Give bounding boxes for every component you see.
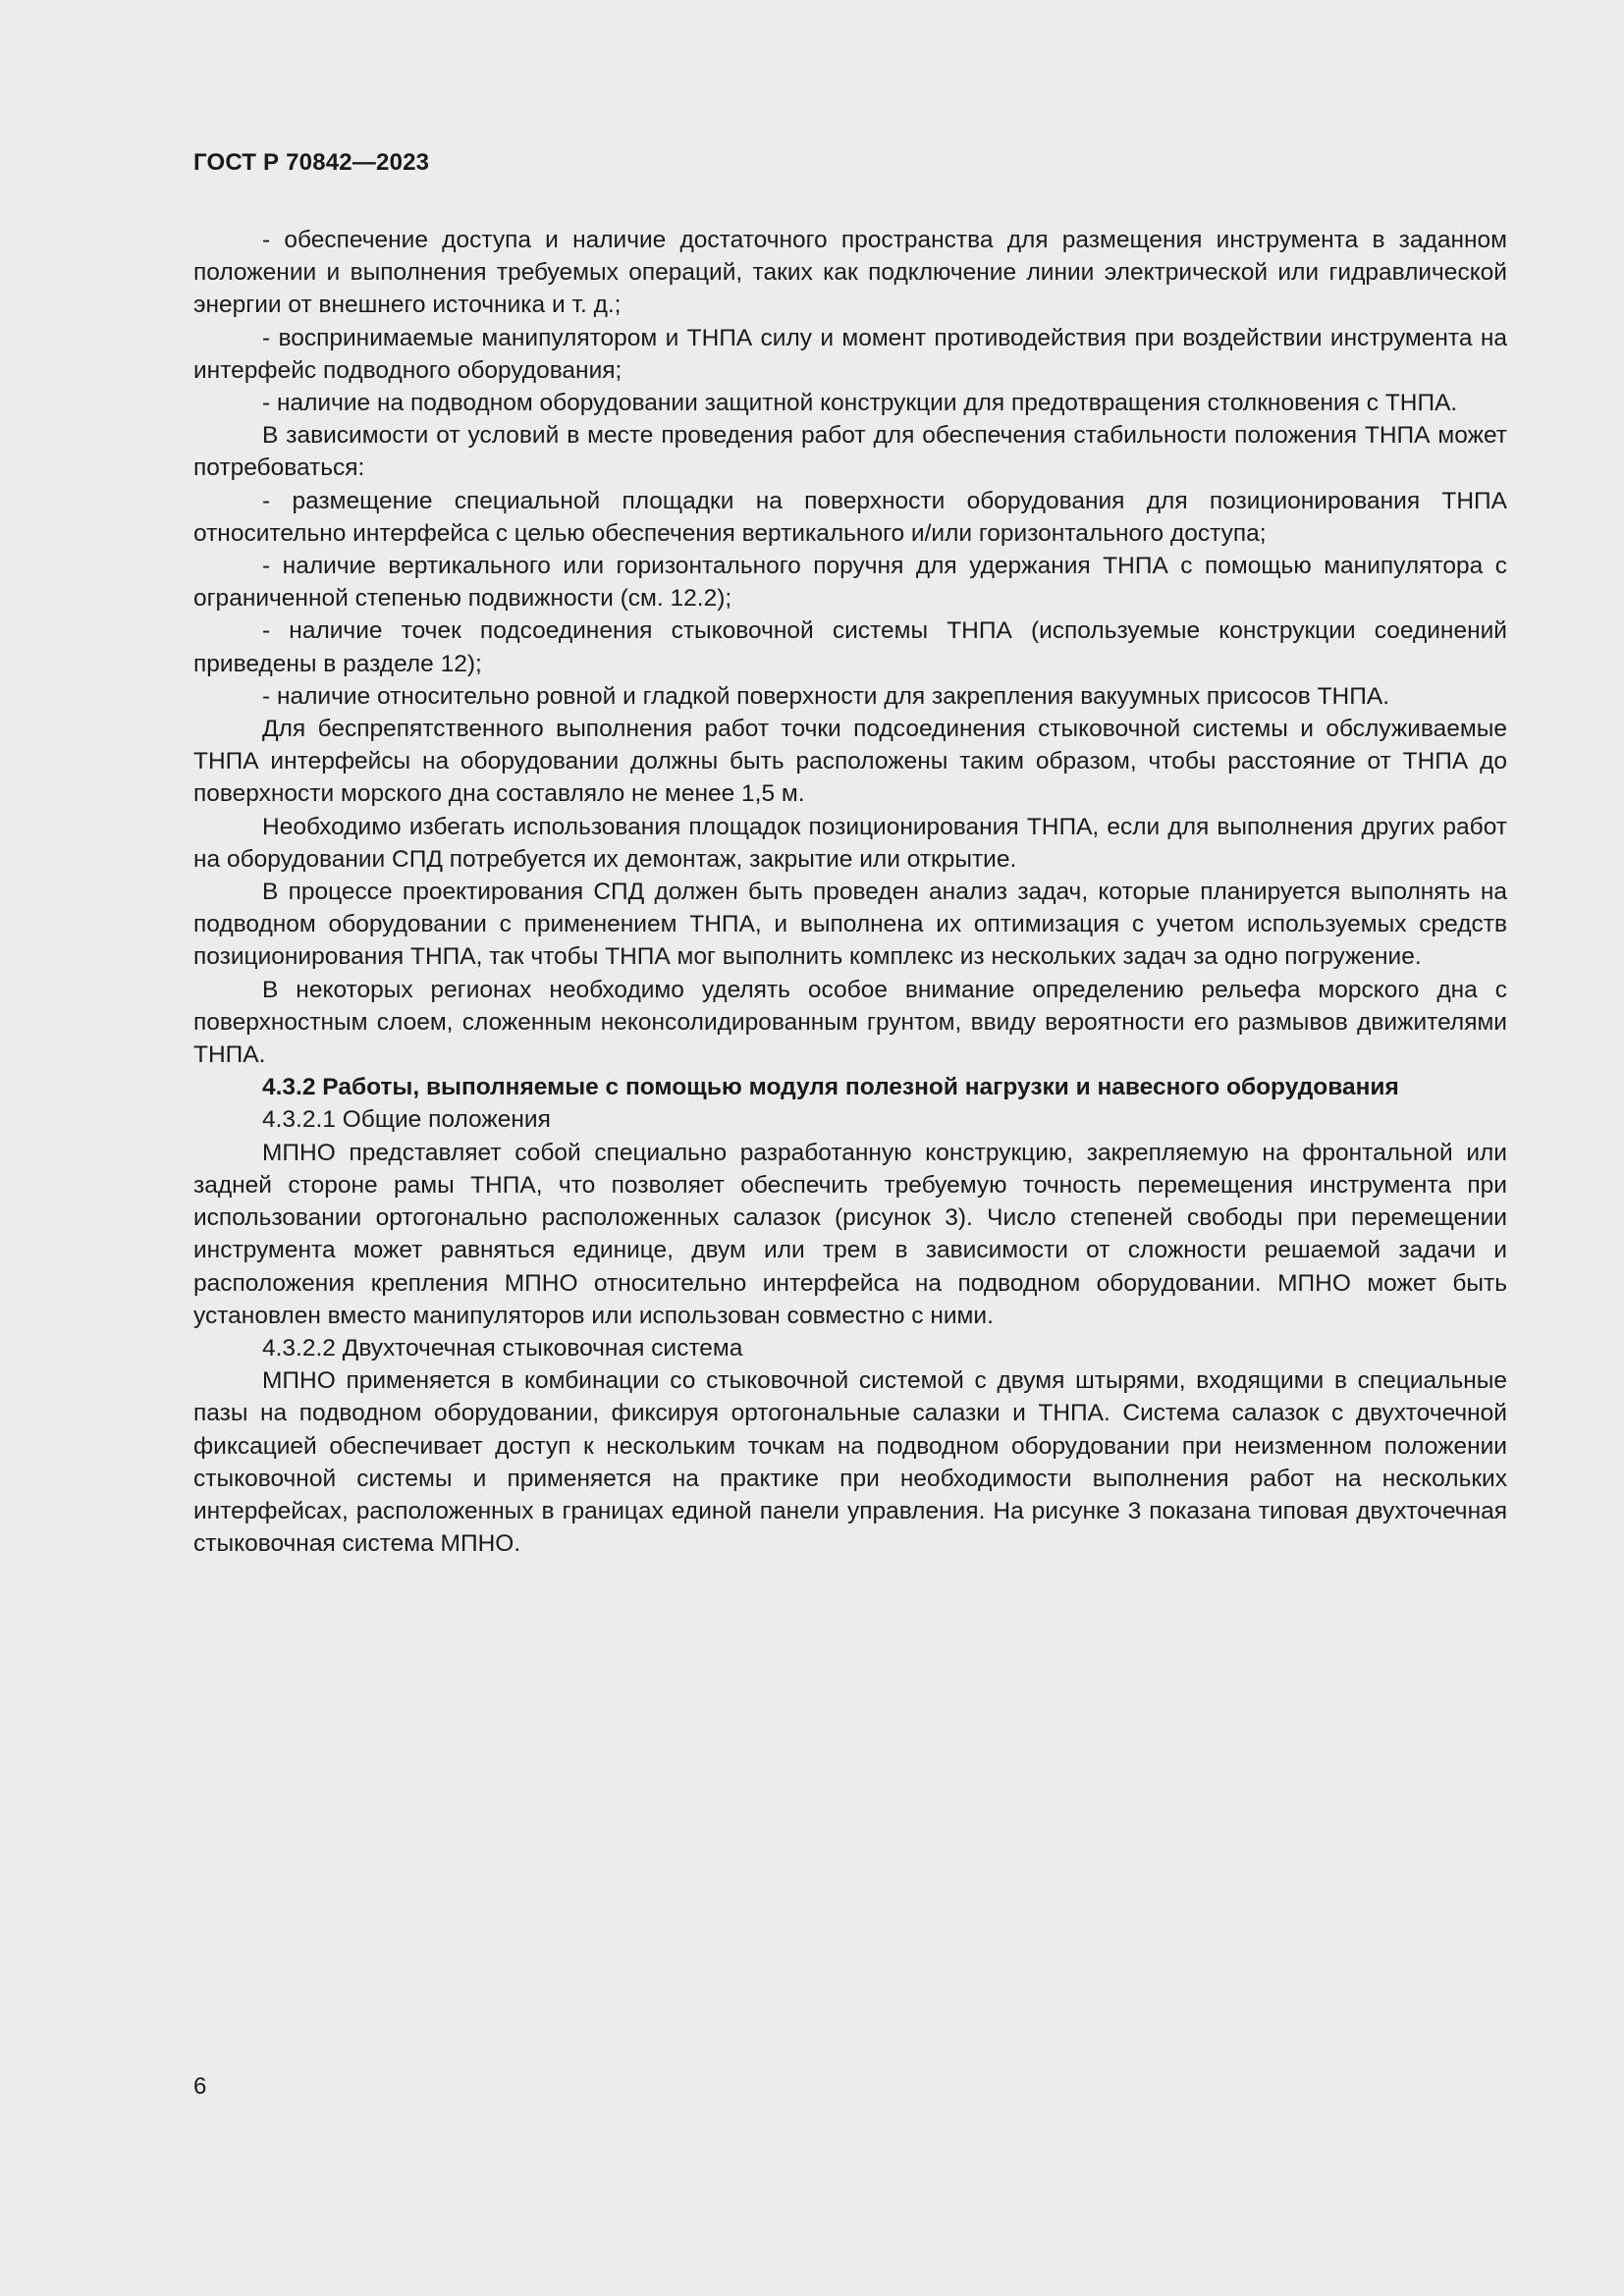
- section-heading: 4.3.2 Работы, выполняемые с помощью модуля полезной нагрузки и навесного оборудования: [262, 1074, 1399, 1101]
- document-body: [193, 224, 1507, 1560]
- paragraph: Для беспрепятственного выполнения работ точки подсоединения стыковочной системы и обслуживаемые ТНПА интерфейсы на оборудовании должны быть расположены таким образом, чтобы расстояние от ТНПА до поверхности морского дна составляло не менее 1,5 м.: [193, 716, 1507, 808]
- subsection-heading: 4.3.2.1 Общие положения: [262, 1106, 551, 1134]
- paragraph: - воспринимаемые манипулятором и ТНПА силу и момент противодействия при воздействии инструмента на интерфейс подводного оборудования;: [193, 324, 1507, 384]
- paragraph: В некоторых регионах необходимо уделять особое внимание определению рельефа морского дна с поверхностным слоем, сложенным неконсолидированным грунтом, ввиду вероятности его размывов движителями ТНПА.: [193, 976, 1507, 1069]
- paragraph: МПНО применяется в комбинации со стыковочной системой с двумя штырями, входящими в специальные пазы на подводном оборудовании, фиксируя ортогональные салазки и ТНПА. Система салазок с двухточечной фиксацией обеспечивает доступ к нескольким точкам на подводном оборудовании при неизменном положении стыковочной системы и применяется на практике при необходимости выполнения работ на нескольких интерфейсах, расположенных в границах единой панели управления. На рисунке 3 показана типовая двухточечная стыковочная система МПНО.: [193, 1367, 1507, 1558]
- paragraph: - размещение специальной площадки на поверхности оборудования для позиционирования ТНПА относительно интерфейса с целью обеспечения вертикального и/или горизонтального доступа;: [193, 487, 1507, 547]
- paragraph: Необходимо избегать использования площадок позиционирования ТНПА, если для выполнения других работ на оборудовании СПД потребуется их демонтаж, закрытие или открытие.: [193, 813, 1507, 873]
- paragraph: МПНО представляет собой специально разработанную конструкцию, закрепляемую на фронтальной или задней стороне рамы ТНПА, что позволяет обеспечить требуемую точность перемещения инструмента при использовании ортогонально расположенных салазок (рисунок 3). Число степеней свободы при перемещении инструмента может равняться единице, двум или трем в зависимости от сложности решаемой задачи и расположения крепления МПНО относительно интерфейса на подводном оборудовании. МПНО может быть установлен вместо манипуляторов или использован совместно с ними.: [193, 1139, 1507, 1329]
- paragraph: В зависимости от условий в месте проведения работ для обеспечения стабильности положения ТНПА может потребоваться:: [193, 422, 1507, 482]
- paragraph: - наличие точек подсоединения стыковочной системы ТНПА (используемые конструкции соединений приведены в разделе 12);: [193, 617, 1507, 677]
- paragraph: В процессе проектирования СПД должен быть проведен анализ задач, которые планируется выполнять на подводном оборудовании с применением ТНПА, и выполнена их оптимизация с учетом используемых средств позиционирования ТНПА, так чтобы ТНПА мог выполнить комплекс из нескольких задач за одно погружение.: [193, 879, 1507, 971]
- paragraph: - наличие вертикального или горизонтального поручня для удержания ТНПА с помощью манипулятора с ограниченной степенью подвижности (см. 12.2);: [193, 553, 1507, 613]
- paragraph: - наличие относительно ровной и гладкой поверхности для закрепления вакуумных присосов ТНПА.: [262, 682, 1389, 710]
- subsection-heading: 4.3.2.2 Двухточечная стыковочная система: [262, 1334, 743, 1362]
- paragraph: - наличие на подводном оборудовании защитной конструкции для предотвращения столкновения с ТНПА.: [262, 390, 1458, 417]
- page-number: 6: [193, 2073, 207, 2100]
- paragraph: - обеспечение доступа и наличие достаточного пространства для размещения инструмента в заданном положении и выполнения требуемых операций, таких как подключение линии электрической или гидравлической энергии от внешнего источника и т. д.;: [193, 227, 1507, 319]
- document-header: ГОСТ Р 70842—2023: [193, 149, 430, 176]
